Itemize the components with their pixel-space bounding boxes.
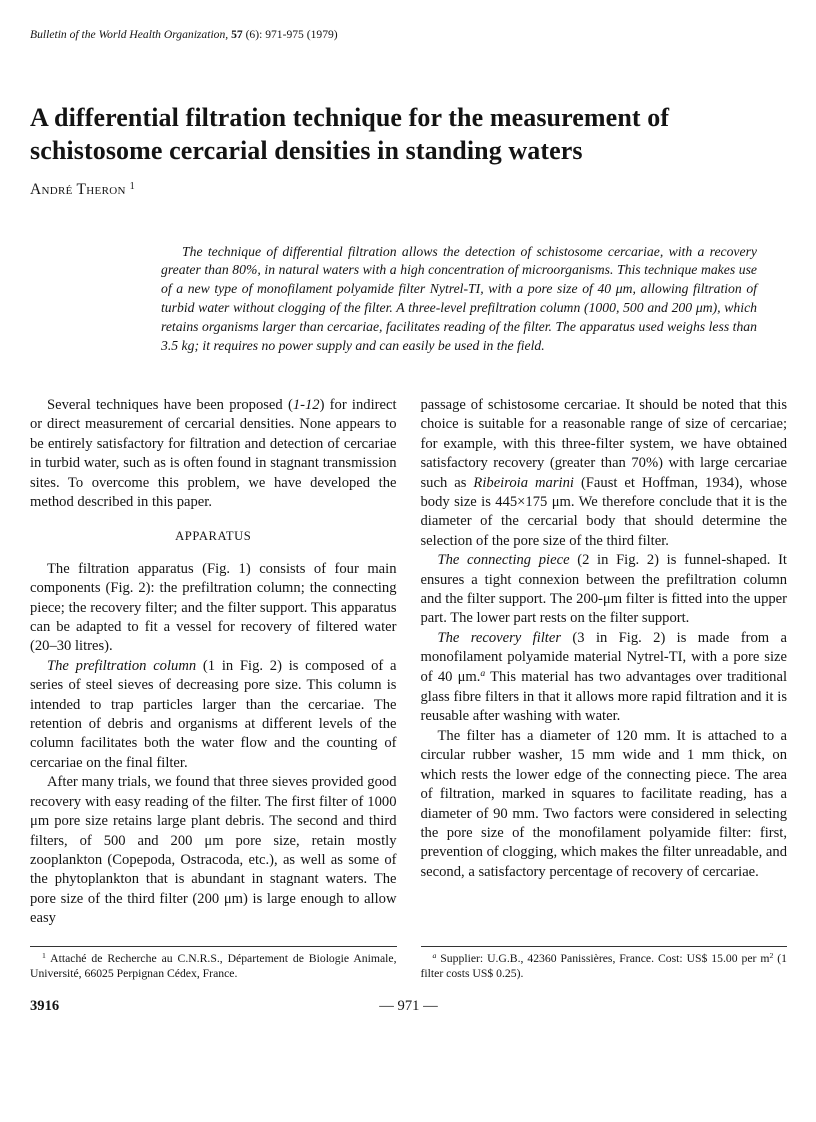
paragraph-filter-dimensions: The filter has a diameter of 120 mm. It is attached to a circular rubber washer, 15 mm wide and 1 mm thick, on which rests the lower edge of the connecting piece. The area of filtration, marked in squares to facilitate reading, has a diameter of 90 mm. Two factors were considered in selecting the pore size of the monofilament polyamide filter: first, prevention of clogging, which makes the filter unreadable, and second, a satisfactory percentage of recovery of cercariae.	[420, 727, 787, 880]
paragraph-prefiltration-column: The prefiltration column (1 in Fig. 2) is composed of a series of steel sieves of decreasing pore size. This column is intended to trap particles larger than the cercariae. The retention of debris and organisms at different levels of the column facilitates both the water flow and the counting of cercariae on the final filter.	[30, 657, 397, 771]
journal-citation: Bulletin of the World Health Organization, 57 (6): 971-975 (1979)	[30, 28, 338, 41]
paragraph-intro: Several techniques have been proposed (1-12) for indirect or direct measurement of cercarial densities. None appears to be entirely satisfactory for filtration and detection of cercariae in turbid water, such as is often found in stagnant transmission sites. To overcome this problem, we have developed the method described in this paper.	[30, 396, 397, 510]
paragraph-sieve-trials: After many trials, we found that three sieves provided good recovery with easy reading of the filter. The first filter of 1000 μm pore size retains large plant debris. The second and third filters, of 500 and 200 μm pore size, retain mostly zooplankton (Copepoda, Ostracoda, etc.), as well as some of the phytoplankton that is abundant in stagnant waters. The pore size of the third filter (200 μm) is large enough to allow easy	[30, 774, 397, 927]
paragraph-apparatus-overview: The filtration apparatus (Fig. 1) consists of four main components (Fig. 2): the prefiltration column; the connecting piece; the recovery filter; and the filter support. This apparatus can be adapted to fit a vessel for recovery of filtered water (20–30 litres).	[30, 560, 397, 655]
right-column	[421, 396, 788, 982]
footnote-author-affiliation: $^1$ Attaché de Recherche au C.N.R.S., Département de Biologie Animale, Université, 66025 Perpignan Cédex, France.	[30, 946, 397, 982]
page-footer	[30, 998, 787, 1015]
paragraph-connecting-piece: The connecting piece (2 in Fig. 2) is funnel-shaped. It ensures a tight connexion between the prefiltration column and the filter support. The 200-μm filter is fitted into the upper part. The lower part rests on the filter support.	[420, 552, 787, 627]
paragraph-recovery-filter: The recovery filter (3 in Fig. 2) is made from a monofilament polyamide material Nytrel-TI, with a pore size of 40 μm.$^a$ This material has two advantages over traditional glass fibre filters in that it allows more rapid filtration and it is reusable after washing with water.	[420, 629, 787, 725]
author-line: André Theron $^1$	[30, 180, 135, 198]
paragraph-cercariae-passage: passage of schistosome cercariae. It should be noted that this choice is suitable for a reasonable range of size of cercariae; for example, with this three-filter system, we have obtained satisfactory recovery (greater than 70%) with large cercariae such as Ribeiroia marini (Faust et Hoffman, 1934), whose body size is 445×175 μm. We therefore conclude that it is the diameter of the cercarial body that should determine the selection of the pore size of the third filter.	[420, 396, 788, 549]
abstract: The technique of differential filtration allows the detection of schistosome cercariae, with a recovery greater than 80%, in natural waters with a high concentration of microorganisms. This technique makes use of a new type of monofilament polyamide filter Nytrel-TI, with a pore size of 40 μm, allowing filtration of turbid water without clogging of the filter. A three-level prefiltration column (1000, 500 and 200 μm), which retains organisms larger than cercariae, facilitates reading of the filter. The apparatus used weighs less than 3.5 kg; it requires no power supply and can easily be used in the field.	[161, 243, 757, 354]
paper-title: A differential filtration technique for the measurement of schistosome cercarial densities in standing waters	[30, 103, 670, 166]
manuscript-number: 3916	[30, 997, 60, 1014]
section-heading-apparatus: APPARATUS	[175, 529, 252, 544]
body-columns	[30, 396, 787, 982]
page-number: — 971 —	[379, 997, 438, 1014]
footnote-supplier: $^a$ Supplier: U.G.B., 42360 Panissières, France. Cost: US$ 15.00 per $m^2$ (1 filter costs US$ 0.25).	[421, 946, 788, 982]
left-column	[30, 396, 397, 982]
